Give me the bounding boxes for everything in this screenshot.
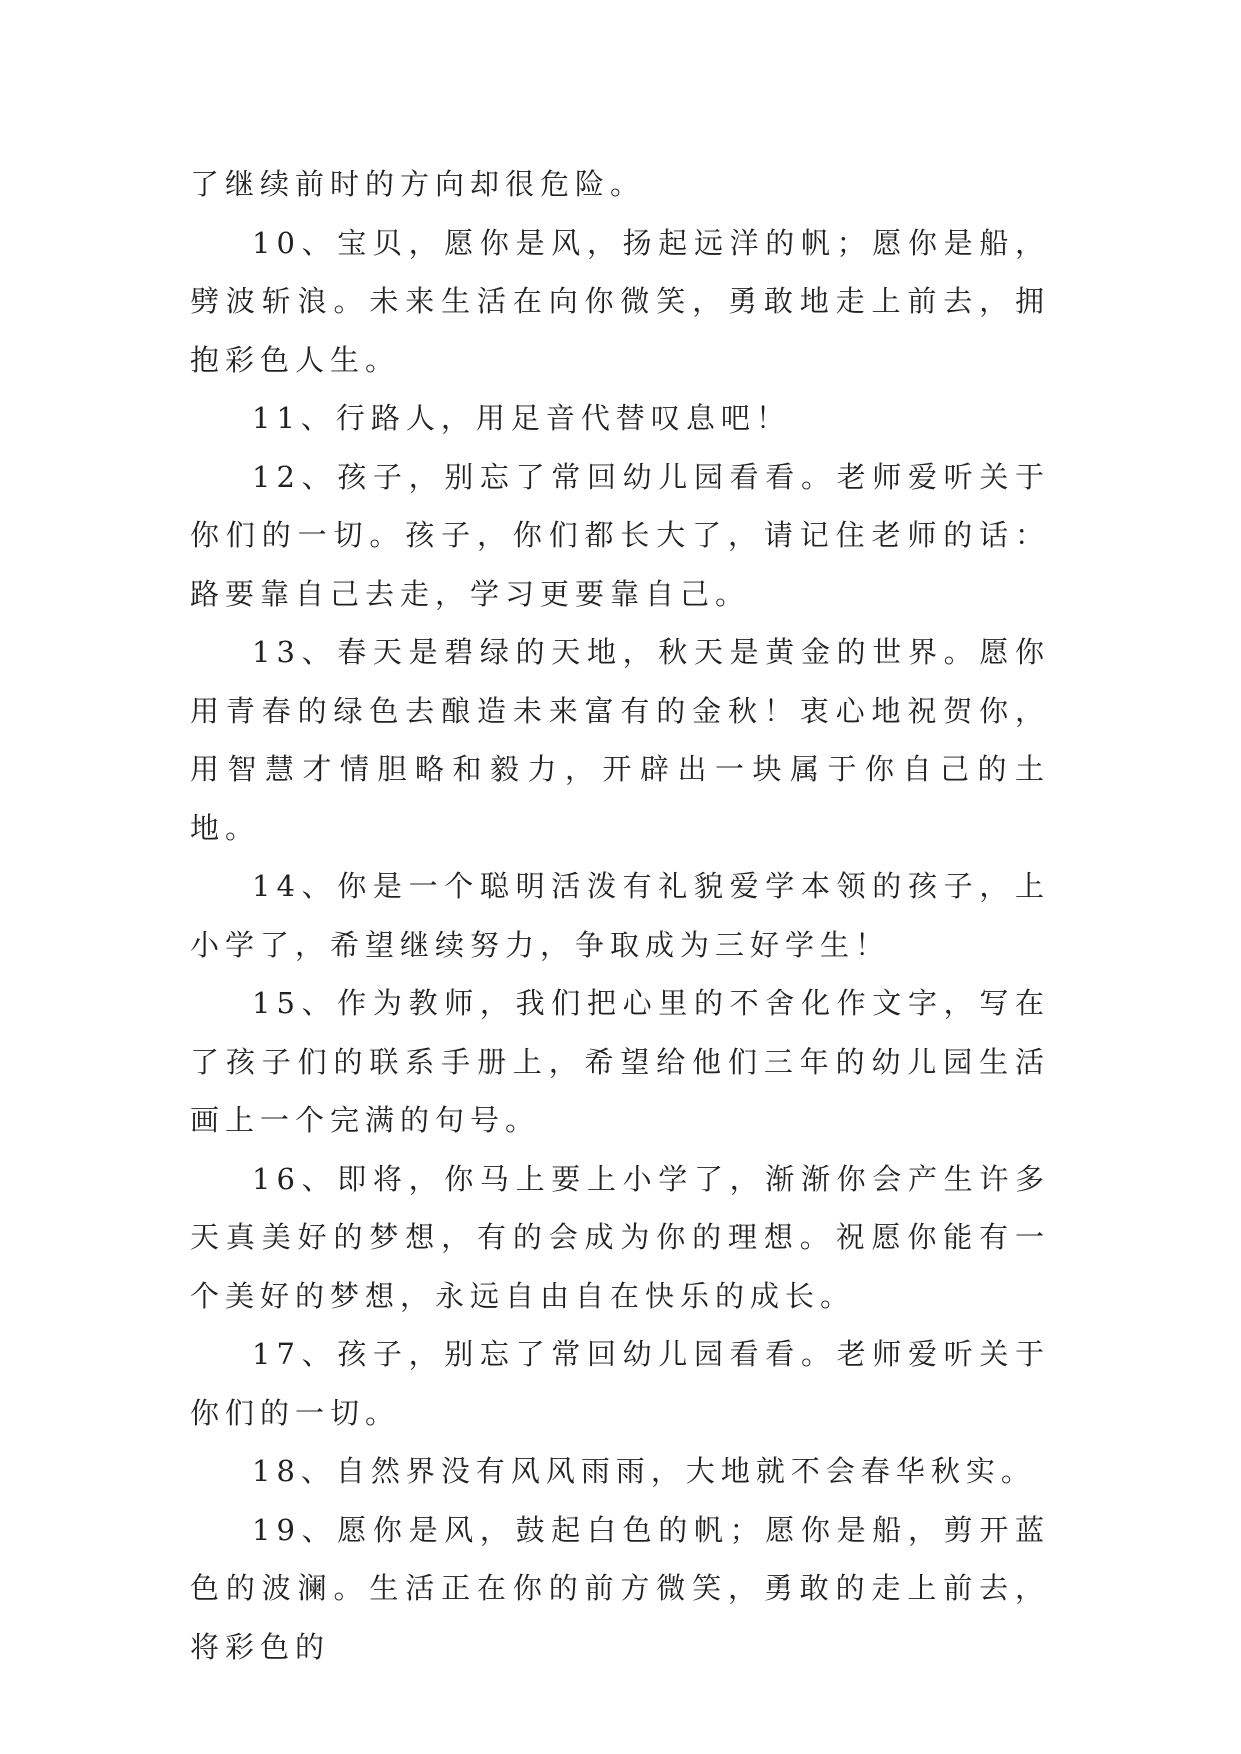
paragraph-item-19: 19、愿你是风，鼓起白色的帆；愿你是船，剪开蓝色的波澜。生活正在你的前方微笑，勇敢的走上前去，将彩色的 (190, 1512, 1050, 1664)
paragraph-item-18: 18、自然界没有风风雨雨，大地就不会春华秋实。 (252, 1454, 1036, 1488)
paragraph-item-16: 16、即将，你马上要上小学了，渐渐你会产生许多天真美好的梦想，有的会成为你的理想。祝愿你能有一个美好的梦想，永远自由自在快乐的成长。 (190, 1161, 1050, 1313)
paragraph-item-15: 15、作为教师，我们把心里的不舍化作文字，写在了孩子们的联系手册上，希望给他们三年的幼儿园生活画上一个完满的句号。 (190, 986, 1050, 1137)
paragraph-continuation: 了继续前时的方向却很危险。 (190, 167, 646, 201)
paragraph-item-17: 17、孩子，别忘了常回幼儿园看看。老师爱听关于你们的一切。 (190, 1337, 1050, 1430)
paragraph-item-13: 13、春天是碧绿的天地，秋天是黄金的世界。愿你用青春的绿色去酿造未来富有的金秋！衷心地祝贺你，用智慧才情胆略和毅力，开辟出一块属于你自己的土地。 (190, 635, 1050, 845)
document-body (190, 155, 1050, 1676)
paragraph-item-12: 12、孩子，别忘了常回幼儿园看看。老师爱听关于你们的一切。孩子，你们都长大了，请记住老师的话：路要靠自己去走，学习更要靠自己。 (190, 459, 1050, 611)
paragraph-item-11: 11、行路人，用足音代替叹息吧！ (252, 401, 791, 435)
paragraph-item-14: 14、你是一个聪明活泼有礼貌爱学本领的孩子，上小学了，希望继续努力，争取成为三好学生！ (190, 869, 1050, 962)
paragraph-item-10: 10、宝贝，愿你是风，扬起远洋的帆；愿你是船，劈波斩浪。未来生活在向你微笑，勇敢地走上前去，拥抱彩色人生。 (190, 225, 1050, 377)
